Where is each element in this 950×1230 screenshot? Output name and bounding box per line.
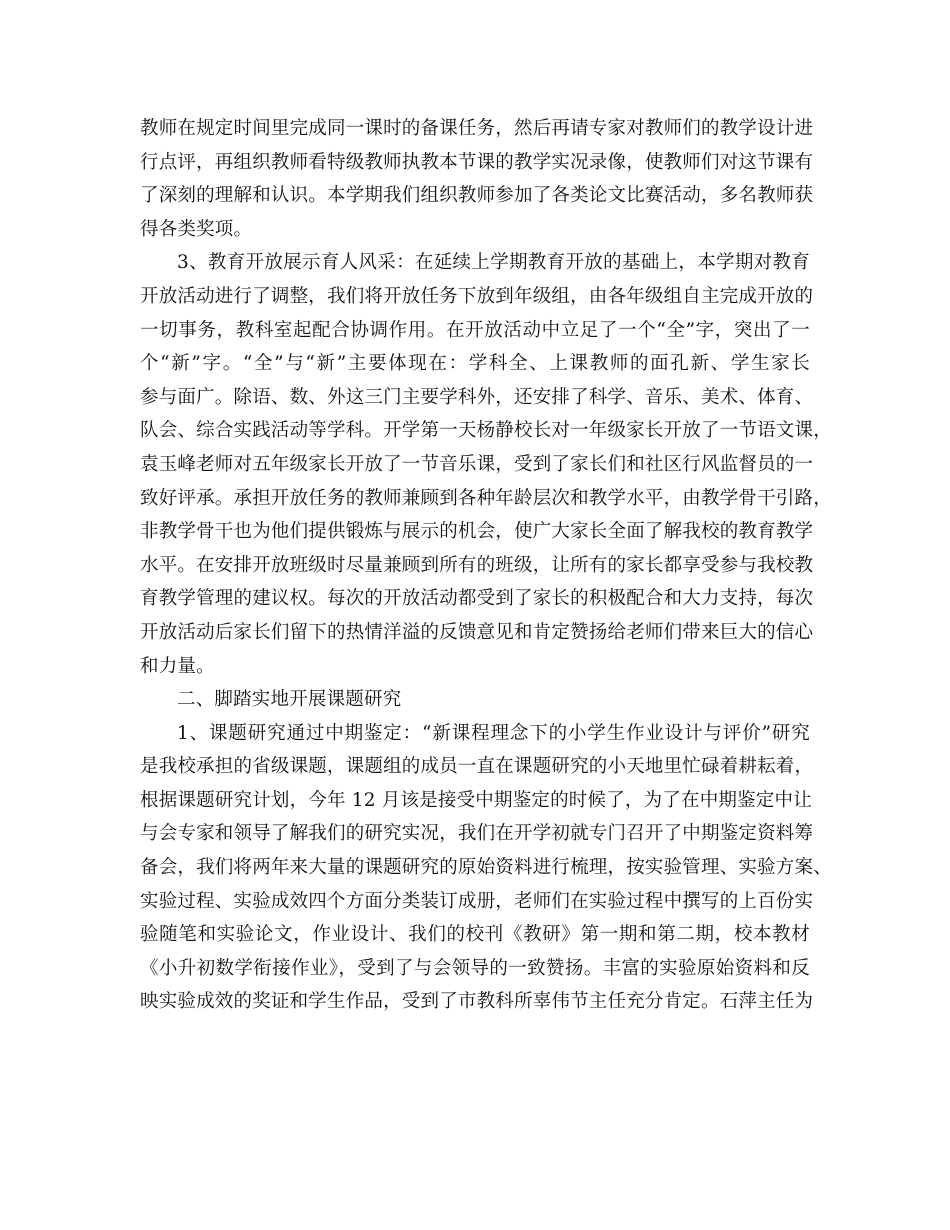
text-line: 行点评，再组织教师看特级教师执教本节课的教学实况录像，使教师们对这节课有 — [140, 151, 814, 173]
text-line: 得各类奖项。 — [140, 218, 253, 240]
text-line: 参与面广。除语、数、外这三门主要学科外，还安排了科学、音乐、美术、体育、 — [140, 386, 814, 408]
text-line: 队会、综合实践活动等学科。开学第一天杨静校长对一年级家长开放了一节语文课， — [140, 420, 832, 442]
text-line: 水平。在安排开放班级时尽量兼顾到所有的班级，让所有的家长都享受参与我校教 — [140, 554, 814, 576]
text-line: 育教学管理的建议权。每次的开放活动都受到了家长的积极配合和大力支持，每次 — [140, 588, 814, 610]
text-line: 教师在规定时间里完成同一课时的备课任务，然后再请专家对教师们的教学设计进 — [140, 118, 814, 139]
text-line: 与会专家和领导了解我们的研究实况，我们在开学初就专门召开了中期鉴定资料筹 — [140, 823, 814, 845]
text-line: 实验过程、实验成效四个方面分类装订成册，老师们在实验过程中撰写的上百份实 — [140, 890, 814, 912]
text-line: 是我校承担的省级课题，课题组的成员一直在课题研究的小天地里忙碌着耕耘着， — [140, 756, 814, 778]
text-line: 备会，我们将两年来大量的课题研究的原始资料进行梳理，按实验管理、实验方案、 — [140, 857, 832, 879]
text-line: 个“新”字。“全”与“新”主要体现在：学科全、上课教师的面孔新、学生家长 — [140, 353, 810, 375]
text-line: 开放活动进行了调整，我们将开放任务下放到年级组，由各年级组自主完成开放的 — [140, 285, 814, 307]
document-body — [140, 112, 832, 1019]
text-line: 和力量。 — [140, 655, 215, 677]
text-line: 开放活动后家长们留下的热情洋溢的反馈意见和肯定赞扬给老师们带来巨大的信心 — [140, 621, 814, 643]
text-line: 一切事务，教科室起配合协调作用。在开放活动中立足了一个“全”字，突出了一 — [140, 319, 810, 341]
text-line: 致好评承。承担开放任务的教师兼顾到各种年龄层次和教学水平，由教学骨干引路， — [140, 487, 832, 509]
text-line: 了深刻的理解和认识。本学期我们组织教师参加了各类论文比赛活动，多名教师获 — [140, 185, 814, 207]
text-line: 袁玉峰老师对五年级家长开放了一节音乐课，受到了家长们和社区行风监督员的一 — [140, 453, 814, 475]
text-line: 根据课题研究计划，今年 12 月该是接受中期鉴定的时候了，为了在中期鉴定中让 — [140, 789, 812, 811]
text-line: 非教学骨干也为他们提供锻炼与展示的机会，使广大家长全面了解我校的教育教学 — [140, 521, 814, 543]
text-line: 1、课题研究通过中期鉴定：“新课程理念下的小学生作业设计与评价”研究 — [177, 722, 810, 744]
text-line: 映实验成效的奖证和学生作品，受到了市教科所辜伟节主任充分肯定。石萍主任为 — [140, 991, 814, 1013]
text-line: 3、教育开放展示育人风采：在延续上学期教育开放的基础上，本学期对教育 — [177, 252, 810, 274]
text-line: 《小升初数学衔接作业》，受到了与会领导的一致赞扬。丰富的实验原始资料和反 — [140, 957, 810, 979]
section-heading: 二、脚踏实地开展课题研究 — [177, 689, 402, 711]
text-line: 验随笔和实验论文，作业设计、我们的校刊《教研》第一期和第二期，校本教材 — [140, 924, 810, 946]
